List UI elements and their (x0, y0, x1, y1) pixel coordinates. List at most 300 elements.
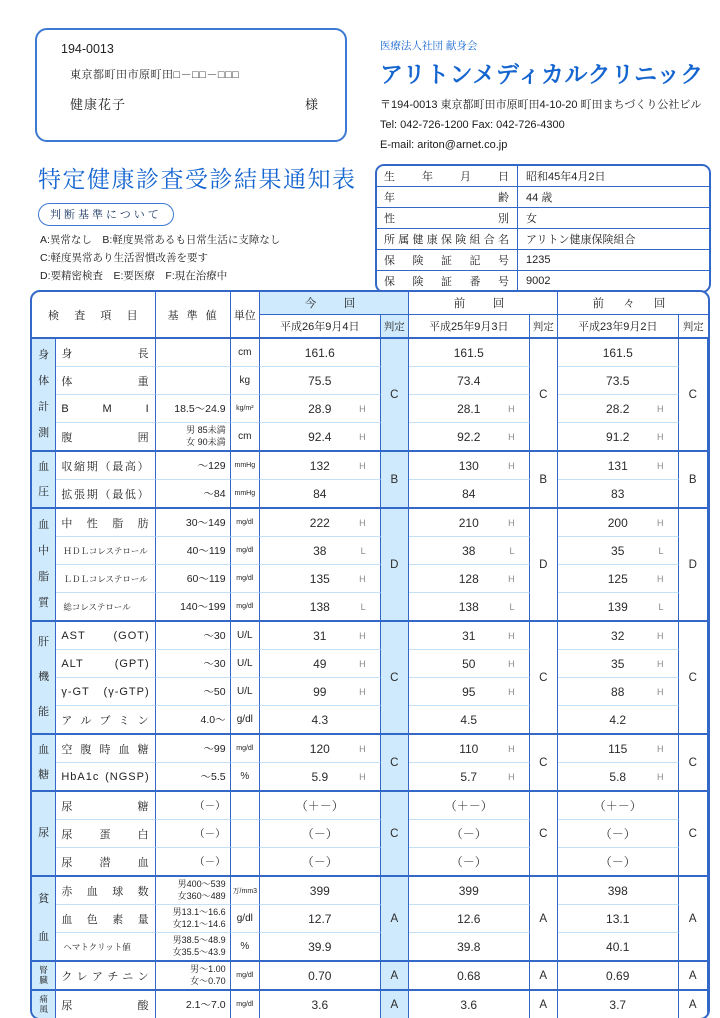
patient-label (377, 186, 518, 207)
value-cell (260, 620, 381, 649)
value-text: 38 (462, 543, 476, 558)
judgment-cell: C (381, 337, 409, 450)
value-cell (260, 904, 381, 932)
value-text: （＋－） (444, 799, 493, 813)
group-label-char: 血 (38, 743, 50, 756)
result-row (32, 762, 708, 790)
standard-cell: ～30 (156, 620, 231, 649)
value-cell (260, 733, 381, 762)
clinic-email: E-mail: ariton@arnet.co.jp (380, 138, 508, 151)
value-text: 75.5 (308, 373, 332, 388)
value-flag: H (359, 573, 366, 584)
value-cell (558, 337, 679, 366)
value-text: 32 (611, 628, 625, 643)
item-cell (56, 989, 155, 1018)
value-cell (409, 705, 530, 733)
value-text: 92.4 (308, 429, 332, 444)
item-cell (56, 366, 155, 394)
value-cell (409, 620, 530, 649)
unit-cell: mg/dl (231, 536, 260, 564)
value-text: （－） (301, 855, 338, 869)
patient-value: 1235 (518, 249, 709, 270)
value-cell (558, 649, 679, 677)
standard-cell (156, 366, 231, 394)
group-label-char: 血 (38, 460, 50, 473)
value-flag: H (508, 743, 515, 754)
group-label-char: 糖 (38, 768, 50, 781)
value-cell (260, 592, 381, 620)
patient-row (377, 186, 709, 207)
group-label (32, 790, 56, 875)
item-text: 総コレステロール (63, 601, 131, 612)
group-label (32, 875, 56, 960)
patient-label-text: 性 別 (384, 213, 510, 225)
standard-cell: ～50 (156, 677, 231, 705)
judgment-cell: B (530, 450, 558, 507)
header-period-previous: 前 回 (409, 292, 558, 314)
value-cell (260, 450, 381, 479)
standard-cell: 4.0～ (156, 705, 231, 733)
unit-cell: cm (231, 337, 260, 366)
value-flag: L (509, 545, 515, 556)
header-judge-before-previous: 判定 (679, 314, 708, 337)
result-row (32, 989, 708, 1018)
group-label-char: 機 (38, 670, 50, 683)
item-cell (56, 762, 155, 790)
standard-cell (156, 904, 231, 932)
value-text: 28.9 (308, 401, 332, 416)
group-label-char: 能 (38, 705, 50, 718)
clinic-tel-fax: Tel: 042-726-1200 Fax: 042-726-4300 (380, 118, 565, 131)
value-text: （＋－） (593, 799, 642, 813)
header-standard (156, 292, 231, 337)
unit-cell: cm (231, 422, 260, 450)
result-row (32, 790, 708, 819)
value-text: （－） (599, 855, 636, 869)
result-row (32, 564, 708, 592)
value-flag: H (508, 630, 515, 641)
judgment-cell: A (381, 989, 409, 1018)
patient-value: 女 (518, 207, 709, 228)
value-text: 40.1 (606, 939, 630, 954)
value-flag: L (509, 601, 515, 612)
value-cell (409, 904, 530, 932)
patient-label-text: 保 険 証 番 号 (384, 276, 510, 288)
item-cell (56, 394, 155, 422)
results-header-row-1 (32, 292, 708, 314)
value-flag: H (359, 658, 366, 669)
value-cell (558, 989, 679, 1018)
value-text: 91.2 (606, 429, 630, 444)
value-text: （＋－） (295, 799, 344, 813)
group-label-char: 血 (38, 931, 50, 944)
group-label (32, 337, 56, 450)
value-cell (558, 422, 679, 450)
value-cell (558, 960, 679, 989)
unit-cell (231, 819, 260, 847)
patient-row (377, 249, 709, 270)
value-cell (260, 819, 381, 847)
group-label (32, 450, 56, 507)
criteria-line-a: A:異常なし B:軽度異常あるも日常生活に支障なし (40, 234, 281, 246)
patient-value: 9002 (518, 270, 709, 291)
item-cell (56, 450, 155, 479)
value-cell (558, 450, 679, 479)
judgment-cell: B (381, 450, 409, 507)
value-text: 161.6 (304, 345, 335, 360)
item-text: 尿 糖 (61, 800, 150, 813)
value-flag: H (359, 630, 366, 641)
value-flag: L (658, 545, 664, 556)
group-label-char: 計 (38, 401, 50, 413)
group-label-char: 臓 (39, 974, 48, 985)
result-row (32, 819, 708, 847)
value-flag: L (658, 601, 664, 612)
value-flag: H (359, 771, 366, 782)
group-label-char: 風 (39, 1003, 48, 1014)
value-text: 73.5 (606, 373, 630, 388)
value-flag: H (508, 403, 515, 414)
item-text: HbA1c (NGSP) (61, 770, 150, 783)
value-text: 139 (607, 599, 628, 614)
value-flag: H (508, 771, 515, 782)
judgment-cell: C (381, 733, 409, 790)
item-cell (56, 536, 155, 564)
value-text: 3.6 (460, 997, 478, 1012)
recipient-address-box (35, 28, 347, 142)
value-cell (260, 536, 381, 564)
group-label (32, 960, 56, 989)
header-period-current: 今 回 (260, 292, 409, 314)
judgment-cell: B (679, 450, 708, 507)
value-cell (260, 875, 381, 904)
judgment-cell: C (679, 733, 708, 790)
group-label-char: 体 (38, 375, 50, 387)
value-text: 128 (458, 571, 479, 586)
value-cell (260, 790, 381, 819)
value-cell (260, 932, 381, 960)
value-text: 13.1 (606, 911, 630, 926)
value-cell (260, 847, 381, 875)
item-text: 尿 潜 血 (61, 856, 150, 869)
clinic-name: アリトンメディカルクリニック (380, 61, 704, 87)
value-text: 12.6 (457, 911, 481, 926)
item-cell (56, 733, 155, 762)
standard-cell: 18.5～24.9 (156, 394, 231, 422)
group-label-char: 血 (38, 519, 50, 531)
standard-line: 男～1.00 (190, 964, 226, 975)
value-cell (558, 762, 679, 790)
unit-cell: mg/dl (231, 507, 260, 536)
value-text: 12.7 (308, 911, 332, 926)
value-text: 115 (608, 741, 628, 756)
group-label-char: 質 (38, 597, 50, 609)
item-text: クレアチニン (61, 970, 150, 983)
value-flag: H (657, 771, 664, 782)
result-row (32, 422, 708, 450)
value-text: 125 (607, 571, 628, 586)
judgment-cell: A (530, 875, 558, 960)
result-row (32, 847, 708, 875)
item-text: 拡張期（最低） (61, 488, 150, 501)
result-row (32, 649, 708, 677)
unit-cell: mg/dl (231, 592, 260, 620)
unit-cell: 万/mm3 (231, 875, 260, 904)
header-item (32, 292, 156, 337)
value-cell (558, 677, 679, 705)
value-cell (558, 564, 679, 592)
standard-cell: ～5.5 (156, 762, 231, 790)
group-label-char: 脂 (38, 571, 50, 583)
item-cell (56, 790, 155, 819)
value-flag: H (657, 403, 664, 414)
value-text: 31 (313, 628, 327, 643)
result-row (32, 337, 708, 366)
value-cell (409, 422, 530, 450)
judgment-cell: C (381, 790, 409, 875)
value-cell (409, 677, 530, 705)
value-flag: H (508, 517, 515, 528)
result-row (32, 366, 708, 394)
group-label-char: 測 (38, 427, 50, 439)
criteria-line-d: D:要精密検査 E:要医療 F:現在治療中 (40, 270, 228, 282)
recipient-postal-code: 194-0013 (61, 42, 114, 56)
unit-cell: U/L (231, 649, 260, 677)
value-text: 399 (309, 883, 330, 898)
value-cell (409, 790, 530, 819)
value-flag: H (657, 431, 664, 442)
value-text: 28.1 (457, 401, 481, 416)
value-text: （－） (450, 855, 487, 869)
header-judge-current: 判定 (381, 314, 409, 337)
value-flag: H (657, 658, 664, 669)
criteria-line-c: C:軽度異常あり生活習慣改善を要す (40, 252, 208, 264)
unit-cell (231, 790, 260, 819)
value-cell (558, 904, 679, 932)
value-text: 0.69 (606, 968, 630, 983)
value-cell (260, 564, 381, 592)
result-row (32, 960, 708, 989)
group-label-char: 圧 (38, 485, 50, 498)
header-date-previous: 平成25年9月3日 (409, 314, 530, 337)
value-cell (409, 592, 530, 620)
unit-cell: mmHg (231, 450, 260, 479)
standard-line: 女～0.70 (190, 975, 226, 986)
item-cell (56, 422, 155, 450)
value-cell (409, 762, 530, 790)
value-cell (409, 819, 530, 847)
value-text: 5.7 (460, 769, 478, 784)
item-text: B M I (61, 402, 150, 415)
judgment-cell: C (679, 620, 708, 733)
standard-line: 女 90未満 (186, 436, 226, 447)
patient-label (377, 228, 518, 249)
result-row (32, 536, 708, 564)
patient-label-text: 年 齢 (384, 192, 510, 204)
result-row (32, 507, 708, 536)
value-text: 4.3 (311, 712, 329, 727)
result-row (32, 394, 708, 422)
value-text: 49 (313, 656, 327, 671)
standard-line: 女35.5～43.9 (172, 946, 226, 957)
judgment-cell: C (530, 790, 558, 875)
patient-value: 44 歳 (518, 186, 709, 207)
value-flag: H (508, 686, 515, 697)
group-label (32, 620, 56, 733)
group-label-chars (32, 738, 55, 788)
value-flag: H (508, 573, 515, 584)
result-row (32, 733, 708, 762)
group-label-chars (32, 455, 55, 505)
item-cell (56, 620, 155, 649)
value-text: 84 (462, 486, 476, 501)
recipient-honorific: 様 (304, 97, 318, 112)
standard-cell: （－） (156, 790, 231, 819)
standard-line: 女12.1～14.6 (172, 918, 226, 929)
standard-cell (156, 337, 231, 366)
value-cell (260, 337, 381, 366)
group-label-char: 身 (38, 349, 50, 361)
value-cell (260, 394, 381, 422)
patient-row (377, 228, 709, 249)
recipient-name: 健康花子 (70, 97, 127, 112)
patient-info-table (375, 164, 711, 293)
header-unit: 単位 (231, 292, 260, 337)
standard-cell: （－） (156, 847, 231, 875)
item-text: ＨＤＬコレステロール (63, 545, 148, 556)
value-text: 130 (458, 458, 479, 473)
item-cell (56, 819, 155, 847)
group-label (32, 507, 56, 620)
value-cell (409, 366, 530, 394)
standard-cell (156, 932, 231, 960)
value-cell (409, 337, 530, 366)
item-text: 血 色 素 量 (61, 913, 150, 926)
value-flag: H (657, 686, 664, 697)
judgment-cell: D (679, 507, 708, 620)
result-row (32, 450, 708, 479)
standard-line: 男400～539 (177, 879, 226, 890)
value-cell (260, 762, 381, 790)
unit-cell: mg/dl (231, 733, 260, 762)
value-cell (409, 649, 530, 677)
value-text: 35 (611, 656, 625, 671)
value-text: 3.7 (609, 997, 627, 1012)
item-text: ALT (GPT) (61, 657, 150, 670)
value-flag: H (508, 431, 515, 442)
group-label-char: 尿 (38, 827, 50, 839)
judgment-cell: A (679, 960, 708, 989)
standard-cell: ～84 (156, 479, 231, 507)
value-cell (558, 790, 679, 819)
value-text: 31 (462, 628, 476, 643)
value-cell (409, 507, 530, 536)
group-label-chars (32, 880, 55, 957)
value-flag: H (359, 403, 366, 414)
value-flag: H (359, 743, 366, 754)
standard-line: 男 85未満 (186, 425, 226, 436)
value-cell (558, 394, 679, 422)
group-label-chars (32, 513, 55, 617)
standard-cell (156, 422, 231, 450)
value-flag: L (360, 601, 366, 612)
item-text: 腹 囲 (61, 431, 150, 444)
value-text: 0.68 (457, 968, 481, 983)
patient-label-text: 所属健康保険組合名 (384, 234, 510, 246)
value-text: 399 (458, 883, 479, 898)
standard-cell (156, 960, 231, 989)
value-text: 120 (309, 741, 330, 756)
value-cell (409, 450, 530, 479)
header-item-text: 検 査 項 目 (48, 309, 139, 322)
item-cell (56, 960, 155, 989)
value-text: 35 (611, 543, 625, 558)
criteria-lines (40, 231, 280, 285)
patient-label-text: 生 年 月 日 (384, 171, 510, 183)
item-cell (56, 847, 155, 875)
unit-cell: % (231, 762, 260, 790)
value-cell (409, 479, 530, 507)
group-label-chars (32, 626, 55, 730)
standard-cell: 140～199 (156, 592, 231, 620)
value-text: 73.4 (457, 373, 481, 388)
value-text: 5.8 (609, 769, 627, 784)
value-cell (409, 564, 530, 592)
standard-cell: 30～149 (156, 507, 231, 536)
patient-label (377, 207, 518, 228)
value-cell (260, 705, 381, 733)
value-text: 4.5 (460, 712, 478, 727)
item-cell (56, 932, 155, 960)
result-row (32, 705, 708, 733)
value-flag: H (508, 460, 515, 471)
item-text: ヘマトクリット値 (63, 941, 131, 952)
judgment-cell: C (679, 790, 708, 875)
group-label (32, 733, 56, 790)
value-cell (558, 507, 679, 536)
value-cell (558, 932, 679, 960)
value-cell (558, 366, 679, 394)
value-cell (558, 819, 679, 847)
item-text: 体 重 (61, 375, 150, 388)
header-date-before-previous: 平成23年9月2日 (558, 314, 679, 337)
value-text: 38 (313, 543, 327, 558)
result-row (32, 932, 708, 960)
group-label-chars (32, 343, 55, 447)
group-label-char: 腎 (39, 964, 48, 975)
standard-line: 男38.5～48.9 (172, 935, 226, 946)
unit-cell: mmHg (231, 479, 260, 507)
clinic-block (380, 38, 712, 155)
clinic-organization: 医療法人社団 献身会 (380, 40, 478, 52)
value-flag: H (657, 630, 664, 641)
item-text: 中 性 脂 肪 (61, 517, 150, 530)
value-cell (260, 649, 381, 677)
item-cell (56, 677, 155, 705)
item-text: 空 腹 時 血 糖 (61, 743, 150, 756)
value-text: 210 (458, 515, 479, 530)
item-cell (56, 649, 155, 677)
value-text: 83 (611, 486, 625, 501)
value-text: 161.5 (453, 345, 484, 360)
value-text: （－） (301, 827, 338, 841)
judgment-cell: A (530, 960, 558, 989)
header-judge-previous: 判定 (530, 314, 558, 337)
value-cell (409, 875, 530, 904)
value-cell (260, 507, 381, 536)
patient-label-text: 保 険 証 記 号 (384, 255, 510, 267)
value-cell (558, 620, 679, 649)
